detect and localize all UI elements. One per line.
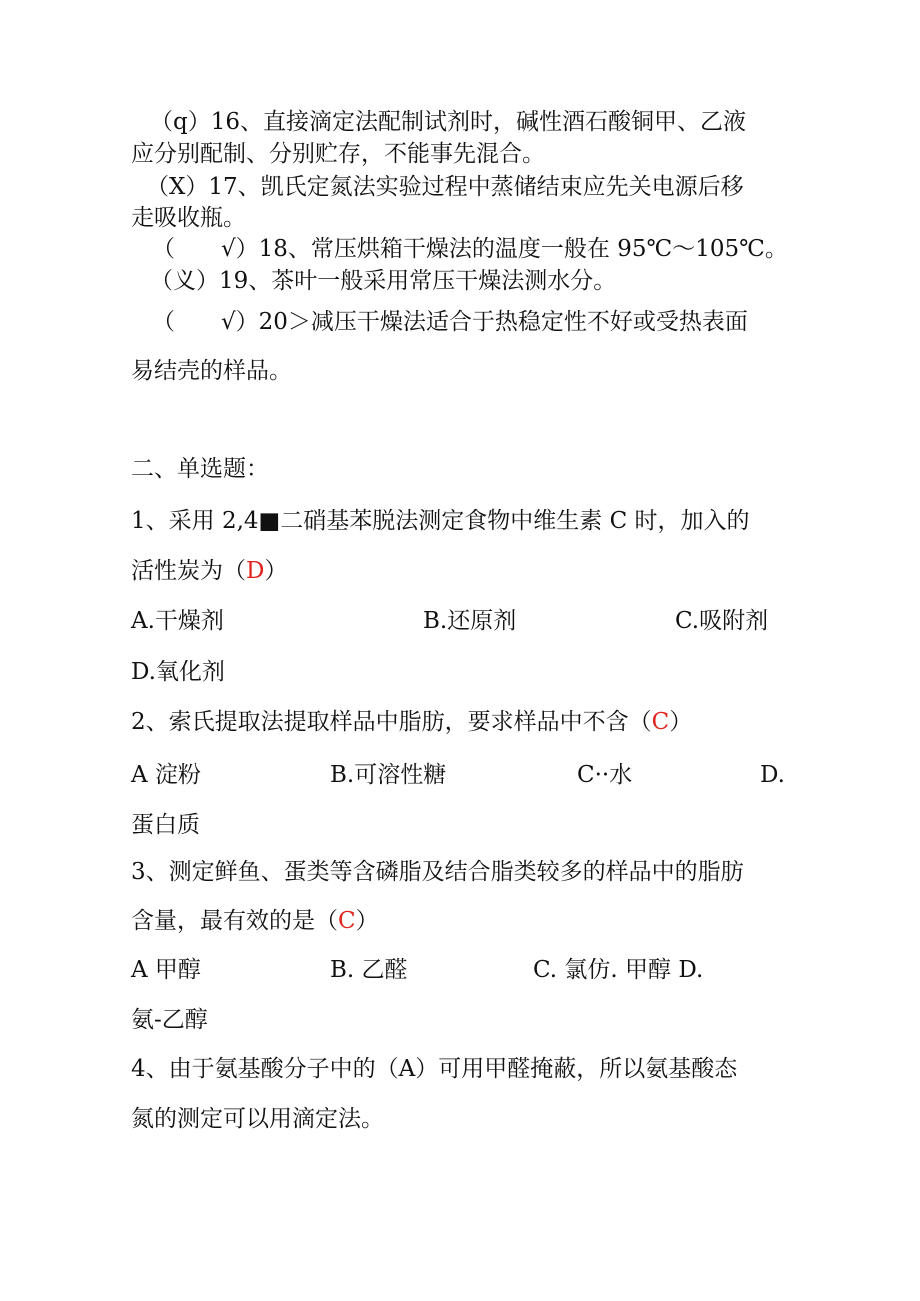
judgement-mark: （ √） bbox=[152, 236, 259, 262]
judgement-text: 19、茶叶一般采用常压干燥法测水分。 bbox=[219, 268, 617, 294]
answer-mark: C bbox=[651, 709, 670, 735]
option-b: B.还原剂 bbox=[423, 608, 517, 634]
judgement-mark: （q） bbox=[150, 109, 211, 135]
option-c: C··水 bbox=[577, 762, 633, 788]
judgement-item-16 bbox=[150, 107, 746, 137]
judgement-item-16-cont: 应分别配制、分别贮存，不能事先混合。 bbox=[131, 141, 545, 167]
option-d: D.氧化剂 bbox=[131, 659, 225, 685]
answer-mark: C bbox=[338, 908, 356, 934]
option-c: C.吸附剂 bbox=[675, 608, 769, 634]
question-1-stem: 1、采用 2,4■二硝基苯脱法测定食物中维生素 C 时，加入的 bbox=[131, 508, 750, 534]
judgement-item-18 bbox=[152, 234, 788, 264]
option-a: A 甲醇 bbox=[131, 957, 201, 983]
option-d-cont: 蛋白质 bbox=[131, 812, 200, 838]
section-title: 二、单选题： bbox=[131, 456, 269, 482]
judgement-item-17-cont: 走吸收瓶。 bbox=[131, 205, 246, 231]
judgement-item-20 bbox=[152, 307, 748, 337]
question-2-stem: 2、索氏提取法提取样品中脂肪，要求样品中不含（C） bbox=[131, 709, 693, 735]
option-b: B.可溶性糖 bbox=[330, 762, 447, 788]
judgement-text: 20＞减压干燥法适合于热稳定性不好或受热表面 bbox=[258, 309, 748, 335]
judgement-item-19 bbox=[150, 266, 616, 296]
option-c-d: C. 氯仿. 甲醇 D. bbox=[533, 957, 704, 983]
judgement-item-20-cont: 易结壳的样品。 bbox=[131, 358, 292, 384]
option-a: A 淀粉 bbox=[131, 762, 201, 788]
option-b: B. 乙醛 bbox=[330, 957, 408, 983]
question-4-stem-cont: 氮的测定可以用滴定法。 bbox=[131, 1106, 384, 1132]
option-d: D. bbox=[760, 762, 785, 788]
question-3-stem-cont: 含量，最有效的是（C） bbox=[131, 908, 379, 934]
question-1-stem-cont: 活性炭为（D） bbox=[131, 558, 288, 584]
judgement-mark: （ √） bbox=[152, 309, 259, 335]
question-4-stem: 4、由于氨基酸分子中的（A）可用甲醛掩蔽，所以氨基酸态 bbox=[131, 1056, 738, 1082]
answer-mark: D bbox=[246, 558, 265, 584]
judgement-text: 18、常压烘箱干燥法的温度一般在 95℃～105℃。 bbox=[258, 236, 788, 262]
judgement-mark: （X） bbox=[146, 174, 209, 200]
option-d-cont: 氨-乙醇 bbox=[131, 1007, 208, 1033]
judgement-text: 16、直接滴定法配制试剂时，碱性酒石酸铜甲、乙液 bbox=[210, 109, 747, 135]
option-a: A.干燥剂 bbox=[131, 608, 224, 634]
judgement-text: 17、凯氏定氮法实验过程中蒸储结束应先关电源后移 bbox=[208, 174, 744, 200]
judgement-mark: （义） bbox=[150, 268, 219, 294]
question-3-stem: 3、测定鲜鱼、蛋类等含磷脂及结合脂类较多的样品中的脂肪 bbox=[131, 859, 744, 885]
judgement-item-17 bbox=[146, 172, 744, 202]
